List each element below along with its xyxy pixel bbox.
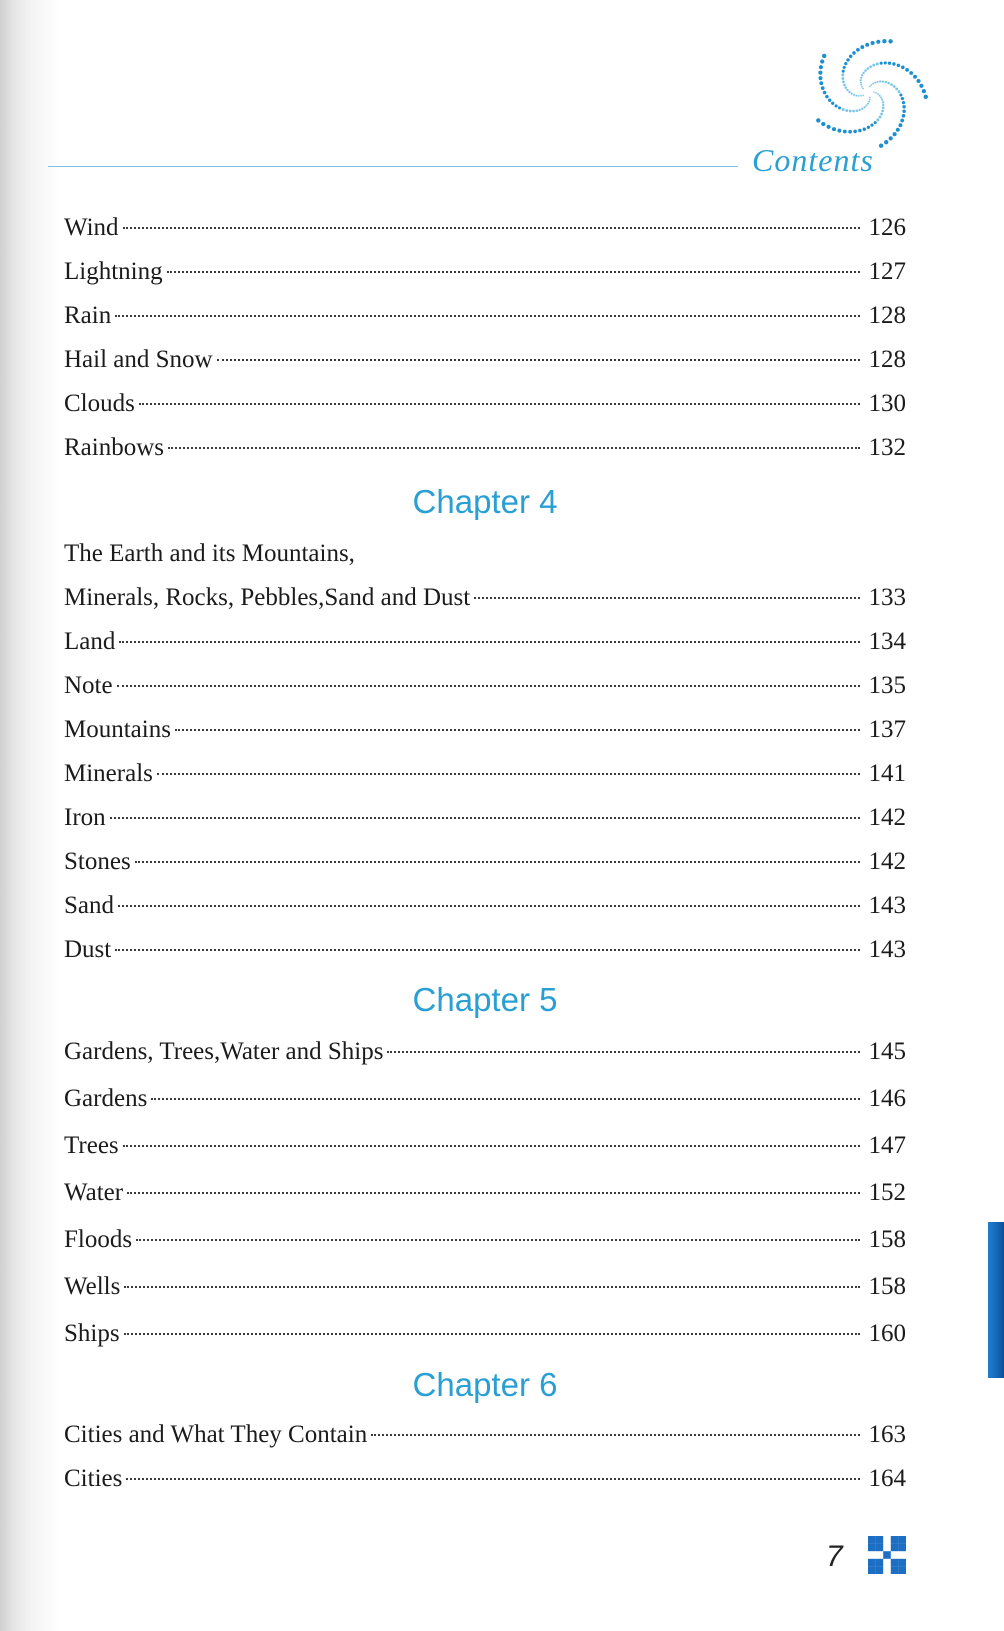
swirl-dot (825, 95, 829, 99)
swirl-dot (875, 92, 877, 94)
toc-entry-page: 158 (868, 1273, 906, 1300)
swirl-dot (855, 95, 857, 97)
header-rule (48, 166, 738, 167)
dot-leader (474, 597, 860, 599)
swirl-dot (820, 59, 824, 63)
toc-entry-land[interactable] (64, 620, 906, 664)
swirl-dot (841, 73, 844, 76)
swirl-dot (861, 74, 863, 76)
swirl-dot (905, 68, 909, 72)
dot-leader (167, 271, 860, 273)
dot-leader (127, 1192, 860, 1194)
toc-entry-page: 143 (868, 936, 906, 963)
toc-entry-label: Water (64, 1179, 124, 1206)
toc-entry-minerals-rocks[interactable] (64, 576, 906, 620)
toc-entry-cities-and-contents[interactable] (64, 1413, 906, 1457)
toc-entry-label: Minerals, Rocks, Pebbles,Sand and Dust (64, 584, 471, 611)
toc-entry-page: 163 (868, 1421, 906, 1448)
dot-leader (115, 315, 860, 317)
swirl-dot (844, 62, 847, 65)
toc-entry-mountains[interactable] (64, 708, 906, 752)
toc-entry-wind[interactable] (64, 206, 906, 250)
swirl-dot (818, 71, 822, 75)
swirl-dot (882, 101, 884, 103)
swirl-dot (862, 95, 864, 97)
swirl-dot (849, 55, 853, 59)
swirl-dot (827, 125, 831, 129)
swirl-dot (819, 65, 823, 69)
dot-leader (117, 685, 860, 687)
dot-leader (135, 861, 860, 863)
swirl-dot (889, 136, 893, 140)
swirl-dot (887, 82, 890, 85)
swirl-dot (872, 83, 874, 85)
swirl-dot (837, 129, 841, 133)
dot-leader (139, 403, 860, 405)
swirl-dot (845, 86, 848, 89)
swirl-dot (864, 69, 867, 72)
swirl-dot (846, 58, 849, 61)
chapter-heading: Chapter 6 (412, 1366, 558, 1403)
swirl-dot (859, 109, 861, 111)
toc-entry-label: Land (64, 628, 116, 655)
swirl-dot (900, 119, 904, 123)
swirl-dot (871, 41, 875, 45)
dot-leader (387, 1051, 860, 1053)
dot-leader (175, 729, 860, 731)
swirl-dot (858, 95, 860, 97)
swirl-dot (879, 95, 881, 97)
toc-entry-sand[interactable] (64, 884, 906, 928)
toc-entry-label: Rainbows (64, 434, 164, 461)
toc-entry-label: Iron (64, 804, 106, 831)
toc-entry-label: Gardens, Trees,Water and Ships (64, 1038, 384, 1065)
swirl-dot (816, 118, 820, 122)
dot-leader (124, 1333, 860, 1335)
swirl-dot (882, 80, 884, 82)
swirl-dot (828, 99, 831, 102)
table-of-contents (64, 206, 906, 1501)
dotted-swirl-ornament (806, 30, 956, 160)
swirl-dot (842, 70, 845, 73)
page-number: 7 (826, 1540, 843, 1573)
swirl-dot (860, 45, 864, 49)
swirl-dot (863, 128, 866, 131)
swirl-dot (860, 79, 862, 81)
swirl-dot (882, 104, 884, 106)
swirl-dot (873, 91, 875, 93)
toc-entry-label: Clouds (64, 390, 135, 417)
toc-entry-clouds[interactable] (64, 382, 906, 426)
swirl-dot (819, 76, 823, 80)
toc-entry-dust[interactable] (64, 928, 906, 972)
swirl-dot (876, 40, 880, 44)
swirl-dot (885, 81, 887, 83)
swirl-dot (879, 80, 881, 82)
swirl-dot (877, 81, 879, 83)
swirl-dot (860, 84, 862, 86)
toc-entry-floods[interactable] (64, 1216, 906, 1263)
swirl-dot (898, 123, 902, 127)
toc-entry-trees[interactable] (64, 1122, 906, 1169)
swirl-dot (893, 132, 897, 136)
toc-entry-stones[interactable] (64, 840, 906, 884)
dot-leader (119, 641, 860, 643)
chapter-heading: Chapter 5 (412, 981, 558, 1018)
swirl-dot (848, 91, 850, 93)
swirl-dot (919, 84, 923, 88)
chapter-heading: Chapter 4 (412, 483, 558, 520)
toc-entry-label: Lightning (64, 258, 163, 285)
swirl-dot (874, 121, 877, 124)
toc-entry-label: Stones (64, 848, 131, 875)
toc-entry-label: Mountains (64, 716, 171, 743)
swirl-dot (835, 104, 838, 107)
swirl-dot (821, 122, 825, 126)
toc-entry-label: Cities (64, 1465, 123, 1492)
toc-entry-page: 158 (868, 1226, 906, 1253)
swirl-dot (876, 118, 879, 121)
swirl-dot (879, 116, 882, 119)
swirl-dot (821, 86, 825, 90)
toc-entry-label: Gardens (64, 1085, 148, 1112)
swirl-dot (842, 108, 845, 111)
toc-entry-minerals[interactable] (64, 752, 906, 796)
swirl-dot (862, 72, 864, 74)
swirl-dot (832, 127, 836, 131)
toc-entry-lightning[interactable] (64, 250, 906, 294)
swirl-dot (853, 94, 855, 96)
swirl-dot (902, 101, 905, 104)
dot-leader (126, 1478, 860, 1480)
dot-leader (371, 1434, 860, 1436)
swirl-dot (861, 108, 863, 110)
swirl-dot (869, 97, 871, 99)
swirl-dot (848, 130, 852, 134)
swirl-dot (895, 87, 898, 90)
swirl-dot (882, 107, 885, 110)
dot-leader (115, 949, 860, 951)
toc-entry-label: Wind (64, 214, 119, 241)
pixel-cross-icon (868, 1536, 906, 1574)
toc-entry-page: 142 (868, 804, 906, 831)
swirl-dot (842, 80, 845, 83)
toc-entry-rain[interactable] (64, 294, 906, 338)
toc-entry-page: 146 (868, 1085, 906, 1112)
swirl-dot (860, 95, 862, 97)
toc-entry-label: Floods (64, 1226, 133, 1253)
toc-entry-label: Trees (64, 1132, 119, 1159)
swirl-dot (869, 99, 871, 101)
swirl-dot (858, 129, 862, 133)
toc-entry-page: 160 (868, 1320, 906, 1347)
swirl-dot (869, 86, 871, 88)
swirl-dot (897, 64, 901, 68)
chapter-edge-tab (988, 1222, 1004, 1378)
swirl-dot (852, 110, 855, 113)
toc-entry-earth-and-mountains[interactable] (64, 532, 906, 576)
swirl-dot (924, 95, 928, 99)
swirl-dot (880, 96, 882, 98)
toc-entry-page: 132 (868, 434, 906, 461)
swirl-dot (902, 105, 905, 108)
swirl-dot (892, 62, 895, 65)
toc-entry-page: 164 (868, 1465, 906, 1492)
swirl-dot (860, 82, 862, 84)
swirl-dot (901, 65, 905, 69)
dot-leader (123, 227, 860, 229)
dot-leader (168, 447, 860, 449)
swirl-dot (845, 109, 848, 112)
toc-entry-page: 133 (868, 584, 906, 611)
toc-entry-page: 135 (868, 672, 906, 699)
swirl-dot (902, 109, 906, 113)
toc-entry-rainbows[interactable] (64, 426, 906, 470)
toc-entry-label: Wells (64, 1273, 121, 1300)
swirl-dot (856, 109, 859, 112)
dot-leader (118, 905, 860, 907)
toc-entry-label: Note (64, 672, 113, 699)
swirl-dot (874, 82, 876, 84)
swirl-dot (893, 85, 896, 88)
swirl-dot (899, 93, 902, 96)
swirl-dot (884, 140, 888, 144)
swirl-dot (853, 130, 857, 134)
toc-entry-page: 134 (868, 628, 906, 655)
swirl-dot (867, 126, 870, 129)
page-title: Contents (752, 142, 874, 178)
toc-entry-iron[interactable] (64, 796, 906, 840)
swirl-dot (870, 124, 873, 127)
swirl-dot (841, 77, 844, 80)
swirl-dot (902, 114, 906, 118)
swirl-dot (861, 86, 863, 88)
swirl-dot (846, 89, 848, 91)
dot-leader (157, 773, 860, 775)
swirl-dot (881, 99, 883, 101)
dot-leader (123, 1145, 860, 1147)
swirl-dot (867, 103, 869, 105)
swirl-dot (922, 89, 926, 93)
swirl-dot (822, 54, 826, 58)
toc-entry-page: 152 (868, 1179, 906, 1206)
toc-entry-gardens-trees-water-ships[interactable] (64, 1028, 906, 1075)
toc-entry-page: 143 (868, 892, 906, 919)
swirl-dot (880, 113, 883, 116)
swirl-dot (865, 43, 869, 47)
toc-entry-label: Sand (64, 892, 114, 919)
toc-entry-page: 127 (868, 258, 906, 285)
toc-entry-page: 145 (868, 1038, 906, 1065)
swirl-dot (888, 39, 892, 43)
swirl-dot (843, 130, 847, 134)
toc-entry-label: Rain (64, 302, 112, 329)
dot-leader (136, 1239, 860, 1241)
swirl-dot (852, 51, 856, 55)
swirl-dot (849, 110, 852, 113)
swirl-dot (877, 93, 879, 95)
toc-entry-page: 147 (868, 1132, 906, 1159)
toc-entry-wells[interactable] (64, 1263, 906, 1310)
swirl-dot (916, 79, 920, 83)
toc-entry-ships[interactable] (64, 1310, 906, 1357)
toc-entry-cities[interactable] (64, 1457, 906, 1501)
swirl-dot (862, 88, 864, 90)
swirl-dot (843, 66, 846, 69)
toc-entry-label: Hail and Snow (64, 346, 213, 373)
toc-entry-label: Ships (64, 1320, 120, 1347)
swirl-dot (881, 110, 884, 113)
swirl-dot (898, 90, 901, 93)
swirl-dot (896, 128, 900, 132)
toc-entry-page: 137 (868, 716, 906, 743)
swirl-dot (860, 77, 862, 79)
toc-entry-label: The Earth and its Mountains, (64, 540, 355, 567)
swirl-dot (901, 97, 904, 100)
swirl-dot (879, 144, 883, 148)
dot-leader (110, 817, 860, 819)
swirl-dot (819, 81, 823, 85)
swirl-dot (856, 48, 860, 52)
dot-leader (217, 359, 860, 361)
swirl-dot (880, 62, 883, 65)
swirl-dot (864, 106, 866, 108)
toc-entry-label: Minerals (64, 760, 153, 787)
toc-entry-water[interactable] (64, 1169, 906, 1216)
swirl-dot (823, 91, 827, 95)
swirl-dot (867, 67, 870, 70)
swirl-dot (882, 39, 886, 43)
swirl-dot (890, 83, 893, 86)
swirl-dot (888, 62, 891, 65)
toc-entry-label: Cities and What They Contain (64, 1421, 368, 1448)
swirl-dot (870, 84, 872, 86)
swirl-dot (909, 71, 913, 75)
toc-entry-page: 128 (868, 346, 906, 373)
swirl-dot (876, 63, 879, 66)
swirl-dot (838, 106, 841, 109)
toc-entry-note[interactable] (64, 664, 906, 708)
dot-leader (151, 1098, 860, 1100)
swirl-dot (872, 64, 875, 67)
toc-entry-label: Dust (64, 936, 112, 963)
dot-leader (124, 1286, 860, 1288)
swirl-dot (865, 104, 867, 106)
swirl-dot (869, 65, 872, 68)
toc-entry-gardens[interactable] (64, 1075, 906, 1122)
swirl-dot (851, 93, 853, 95)
swirl-dot (868, 101, 870, 103)
swirl-dot (884, 61, 887, 64)
swirl-dot (913, 75, 917, 79)
toc-entry-page: 142 (868, 848, 906, 875)
toc-entry-page: 141 (868, 760, 906, 787)
toc-entry-page: 126 (868, 214, 906, 241)
toc-entry-hail-and-snow[interactable] (64, 338, 906, 382)
swirl-dot (843, 84, 846, 87)
toc-entry-page: 130 (868, 390, 906, 417)
toc-entry-page: 128 (868, 302, 906, 329)
swirl-dot (831, 102, 834, 105)
